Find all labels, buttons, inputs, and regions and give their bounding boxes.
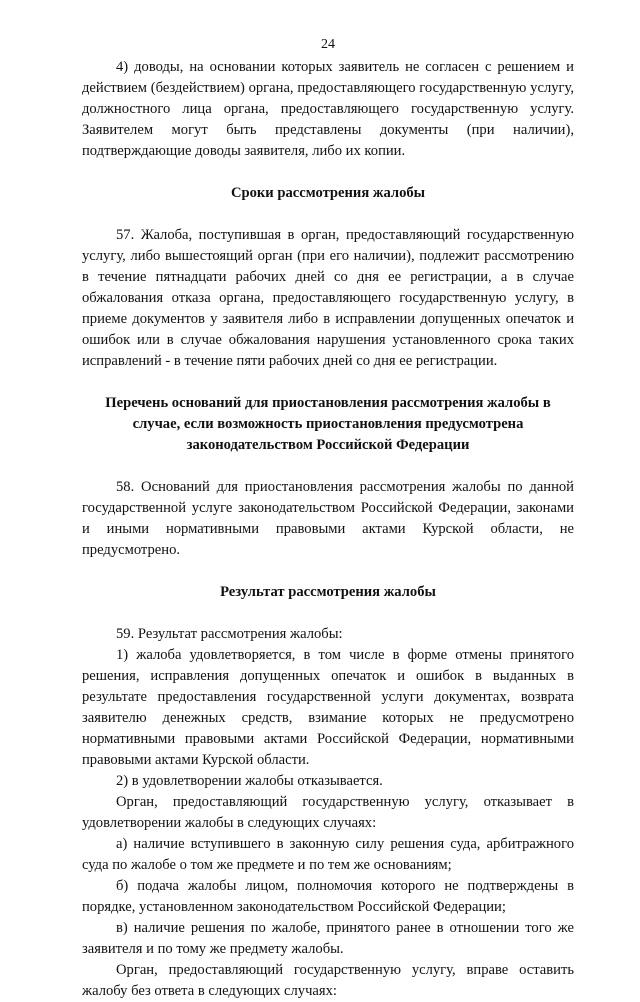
paragraph-58: 58. Оснований для приостановления рассмотрения жалобы по данной государственной услуге законодательством Российской Федерации, законами и иными нормативными правовыми актами Курской области, не предусмотрено. [82, 479, 574, 558]
heading-review-terms: Сроки рассмотрения жалобы [230, 185, 426, 201]
no-answer-intro: Орган, предоставляющий государственную услугу, вправе оставить жалобу без ответа в следующих случаях: [82, 962, 574, 999]
item-4-arguments: 4) доводы, на основании которых заявитель не согласен с решением и действием (бездействием) органа, предоставляющего государственную услугу, должностного лица органа, предоставляющего государственную услугу. Заявителем могут быть представлены документы (при наличии), подтверждающие доводы заявителя, либо их копии. [82, 59, 574, 159]
paragraph-57: 57. Жалоба, поступившая в орган, предоставляющий государственную услугу, либо вышестоящий орган (при его наличии), подлежит рассмотрению в течение пятнадцати рабочих дней со дня ее регистрации, а в случае обжалования отказа органа, предоставляющего государственную услугу, в приеме документов у заявителя либо в исправлении допущенных опечаток и ошибок или в случае обжалования нарушения установленного срока таких исправлений - в течение пяти рабочих дней со дня ее регистрации. [82, 227, 574, 369]
refusal-intro: Орган, предоставляющий государственную услугу, отказывает в удовлетворении жалобы в следующих случаях: [82, 794, 574, 831]
heading-review-result: Результат рассмотрения жалобы [220, 584, 436, 600]
paragraph-59: 59. Результат рассмотрения жалобы: [116, 626, 343, 642]
heading-suspension-grounds: Перечень оснований для приостановления рассмотрения жалобы в случае, если возможность приостановления предусмотрена законодательством Российской Федерации [105, 395, 551, 453]
document-page [82, 36, 574, 1002]
refusal-case-c: в) наличие решения по жалобе, принятого ранее в отношении того же заявителя и по тому же предмету жалобы. [82, 920, 574, 957]
refusal-case-a: а) наличие вступившего в законную силу решения суда, арбитражного суда по жалобе о том же предмете и по тем же основаниям; [82, 836, 574, 873]
item-1-satisfied: 1) жалоба удовлетворяется, в том числе в форме отмены принятого решения, исправления допущенных опечаток и ошибок в выданных в результате предоставления государственной услуги документах, возврата заявителю денежных средств, взимание которых не предусмотрено нормативными правовыми актами Российской Федерации, нормативными правовыми актами Курской области. [82, 647, 574, 768]
page-number: 24 [321, 37, 335, 52]
refusal-case-b: б) подача жалобы лицом, полномочия которого не подтверждены в порядке, установленном законодательством Российской Федерации; [82, 878, 574, 915]
item-2-refused: 2) в удовлетворении жалобы отказывается. [116, 773, 383, 789]
